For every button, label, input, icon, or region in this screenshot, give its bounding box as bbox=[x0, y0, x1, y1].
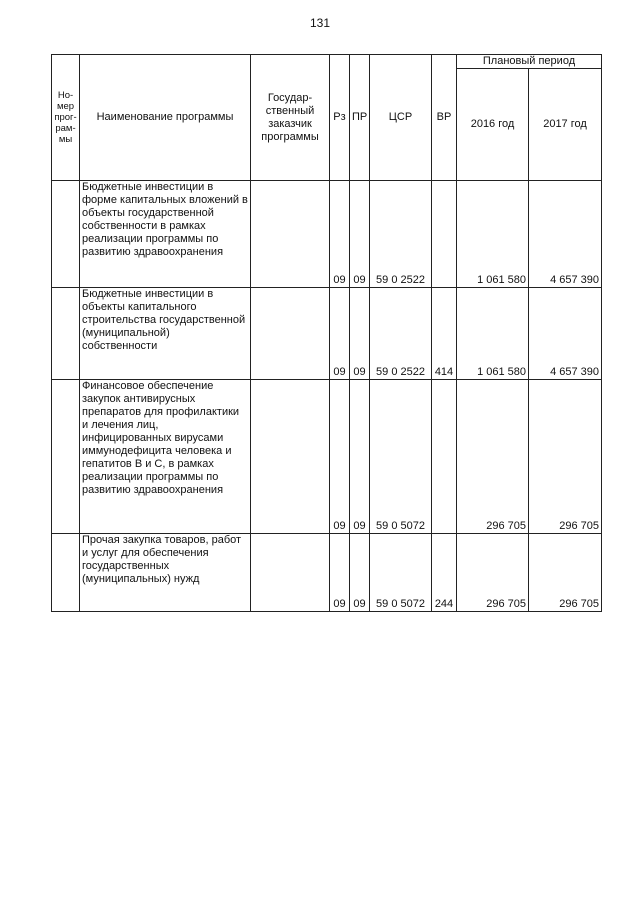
cell-state-customer bbox=[251, 181, 330, 288]
header-number: Но-мер прог-рам-мы bbox=[52, 55, 80, 181]
cell-number bbox=[52, 181, 80, 288]
header-pr: ПР bbox=[350, 55, 370, 181]
cell-2017: 4 657 390 bbox=[529, 288, 602, 380]
table-row bbox=[52, 380, 602, 534]
table-row bbox=[52, 288, 602, 380]
cell-number bbox=[52, 380, 80, 534]
header-year-2016: 2016 год bbox=[457, 69, 529, 181]
cell-csr: 59 0 2522 bbox=[370, 181, 432, 288]
table-header bbox=[52, 55, 602, 181]
cell-2016: 1 061 580 bbox=[457, 181, 529, 288]
cell-vr bbox=[432, 380, 457, 534]
cell-vr: 244 bbox=[432, 534, 457, 612]
cell-program-name bbox=[80, 181, 251, 288]
cell-program-name bbox=[80, 534, 251, 612]
cell-program-name bbox=[80, 380, 251, 534]
header-program-name: Наименование программы bbox=[80, 55, 251, 181]
cell-2017: 296 705 bbox=[529, 534, 602, 612]
header-year-2017: 2017 год bbox=[529, 69, 602, 181]
cell-csr: 59 0 5072 bbox=[370, 534, 432, 612]
cell-pr: 09 bbox=[350, 380, 370, 534]
cell-rz: 09 bbox=[330, 380, 350, 534]
cell-vr: 414 bbox=[432, 288, 457, 380]
cell-state-customer bbox=[251, 380, 330, 534]
cell-state-customer bbox=[251, 288, 330, 380]
program-name-text: Прочая закупка товаров, работ и услуг для обеспечения государственных (муниципальных) нужд bbox=[82, 534, 242, 585]
cell-2016: 296 705 bbox=[457, 534, 529, 612]
cell-number bbox=[52, 534, 80, 612]
cell-pr: 09 bbox=[350, 181, 370, 288]
header-planned-period: Плановый период bbox=[457, 55, 602, 69]
cell-vr bbox=[432, 181, 457, 288]
cell-2016: 296 705 bbox=[457, 380, 529, 534]
cell-2017: 4 657 390 bbox=[529, 181, 602, 288]
cell-csr: 59 0 5072 bbox=[370, 380, 432, 534]
cell-state-customer bbox=[251, 534, 330, 612]
cell-2017: 296 705 bbox=[529, 380, 602, 534]
cell-rz: 09 bbox=[330, 534, 350, 612]
header-vr: ВР bbox=[432, 55, 457, 181]
program-name-text: Бюджетные инвестиции в форме капитальных вложений в объекты государственной собственности в рамках реализации программы по развитию здравоохранения bbox=[82, 181, 248, 258]
program-name-text: Финансовое обеспечение закупок антивирусных препаратов для профилактики и лечения лиц, инфицированных вирусами иммунодефицита человека и гепатитов В и С, в рамках реализации программы по развитию здравоохранения bbox=[82, 380, 240, 496]
header-state-customer: Государ-ственный заказчик программы bbox=[251, 55, 330, 181]
cell-rz: 09 bbox=[330, 288, 350, 380]
cell-2016: 1 061 580 bbox=[457, 288, 529, 380]
program-name-text: Бюджетные инвестиции в объекты капитального строительства государственной (муниципальной) собственности bbox=[82, 288, 246, 352]
table-row bbox=[52, 181, 602, 288]
cell-rz: 09 bbox=[330, 181, 350, 288]
cell-number bbox=[52, 288, 80, 380]
table-row bbox=[52, 534, 602, 612]
cell-pr: 09 bbox=[350, 288, 370, 380]
cell-program-name bbox=[80, 288, 251, 380]
header-rz: Рз bbox=[330, 55, 350, 181]
page-number: 131 bbox=[309, 16, 331, 30]
header-csr: ЦСР bbox=[370, 55, 432, 181]
budget-table bbox=[51, 54, 602, 612]
cell-pr: 09 bbox=[350, 534, 370, 612]
cell-csr: 59 0 2522 bbox=[370, 288, 432, 380]
